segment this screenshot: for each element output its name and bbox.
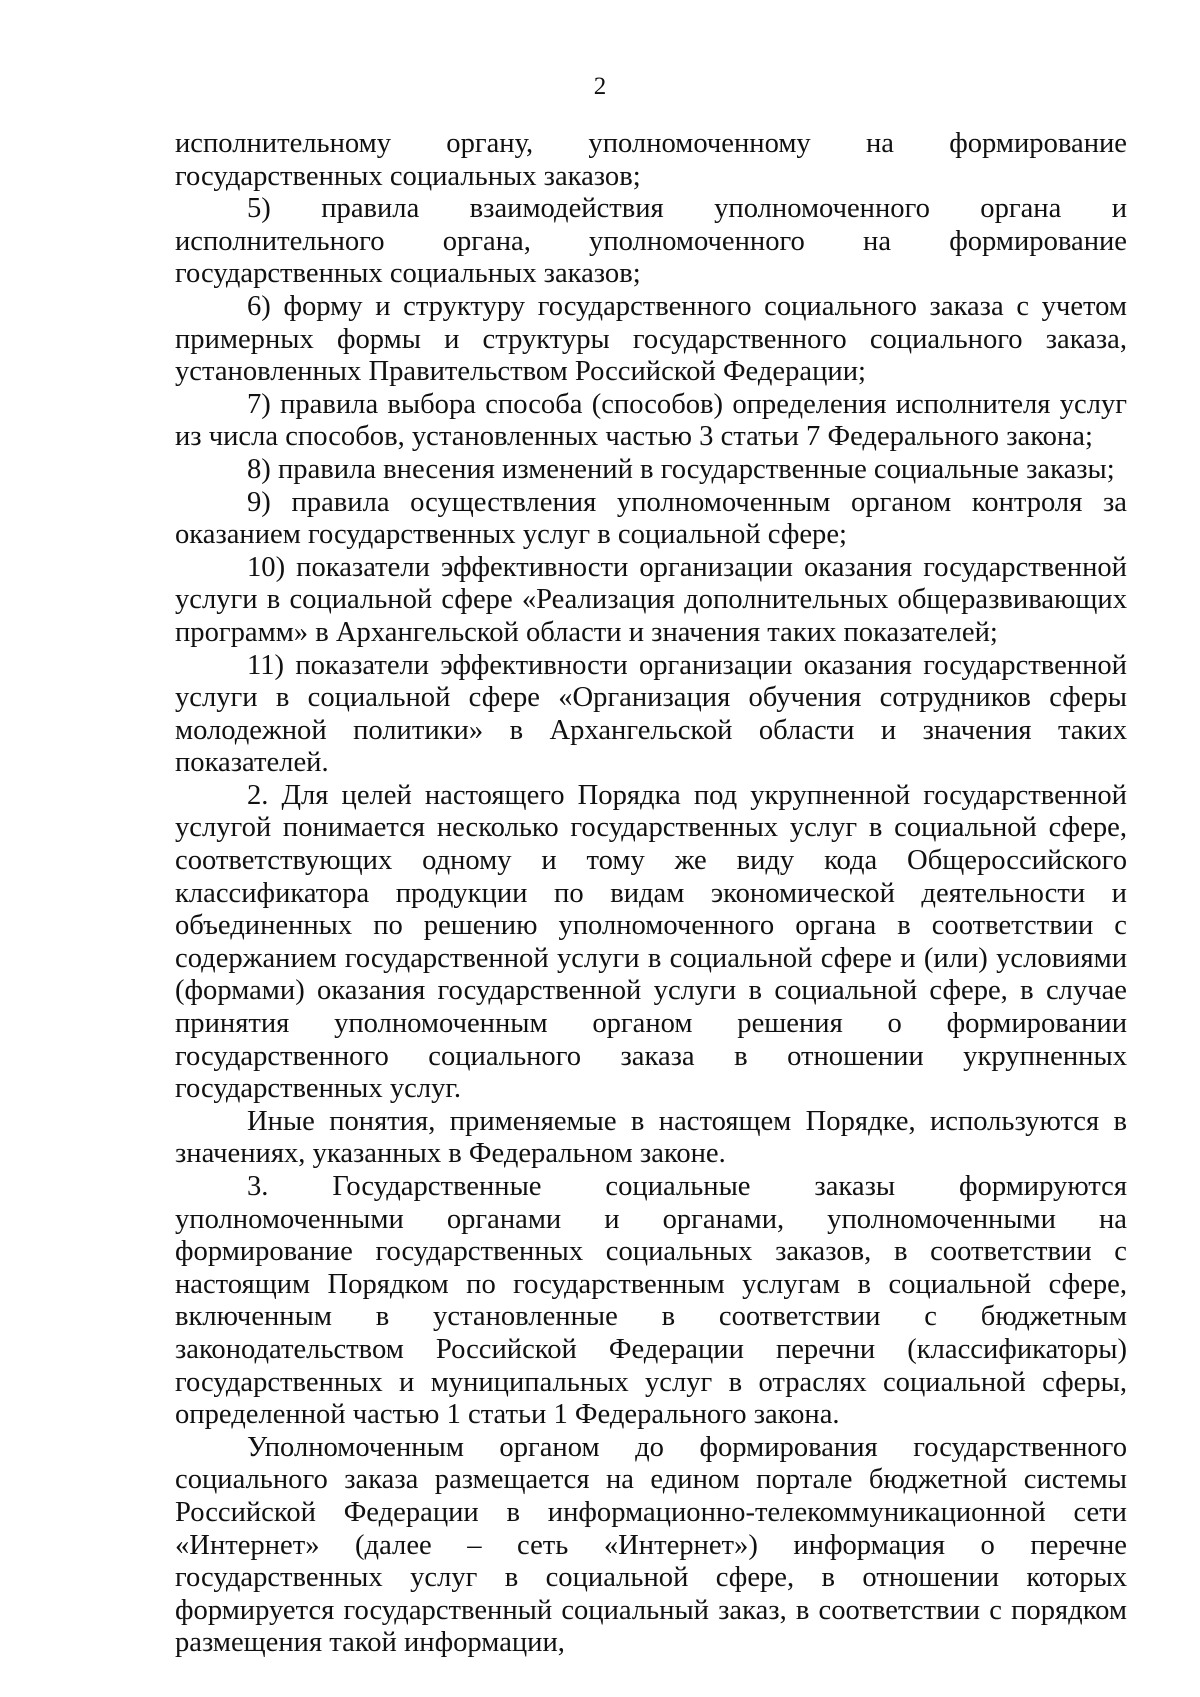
paragraph: 7) правила выбора способа (способов) определения исполнителя услуг из числа способов, установленных частью 3 статьи 7 Федерального закона; [175,388,1127,453]
paragraph: 6) форму и структуру государственного социального заказа с учетом примерных формы и структуры государственного социального заказа, установленных Правительством Российской Федерации; [175,290,1127,388]
paragraph: 5) правила взаимодействия уполномоченного органа и исполнительного органа, уполномоченного на формирование государственных социальных заказов; [175,193,1127,290]
paragraph: исполнительному органу, уполномоченному на формирование государственных социальных заказов; [175,128,1127,192]
paragraph: 8) правила внесения изменений в государственные социальные заказы; [247,453,1115,485]
page-number: 2 [593,73,607,100]
paragraph: 3. Государственные социальные заказы формируются уполномоченными органами и органами, уполномоченными на формирование государственных социальных заказов, в соответствии с настоящим Порядком по государственным услугам в социальной сфере, включенным в установленные в соответствии с бюджетным законодательством Российской Федерации перечни (классификаторы) государственных и муниципальных услуг в отраслях социальной сферы, определенной частью 1 статьи 1 Федерального закона. [175,1171,1127,1431]
paragraph: 2. Для целей настоящего Порядка под укрупненной государственной услугой понимается несколько государственных услуг в социальной сфере, соответствующих одному и тому же виду кода Общероссийского классификатора продукции по видам экономической деятельности и объединенных по решению уполномоченного органа в соответствии с содержанием государственной услуги в социальной сфере и (или) условиями (формами) оказания государственной услуги в социальной сфере, в случае принятия уполномоченным органом решения о формировании государственного социального заказа в отношении укрупненных государственных услуг. [175,779,1127,1105]
paragraph: Уполномоченным органом до формирования государственного социального заказа размещается на едином портале бюджетной системы Российской Федерации в информационно-телекоммуникационной сети «Интернет» (далее – сеть «Интернет») информация о перечне государственных услуг в социальной сфере, в отношении которых формируется государственный социальный заказ, в соответствии с порядком размещения такой информации, [175,1431,1127,1659]
paragraph: 11) показатели эффективности организации оказания государственной услуги в социальной сфере «Организация обучения сотрудников сферы молодежной политики» в Архангельской области и значения таких показателей. [175,649,1127,779]
document-body [175,128,1127,1660]
paragraph: 10) показатели эффективности организации оказания государственной услуги в социальной сфере «Реализация дополнительных общеразвивающих программ» в Архангельской области и значения таких показателей; [175,551,1127,648]
paragraph: Иные понятия, применяемые в настоящем Порядке, используются в значениях, указанных в Федеральном законе. [175,1105,1127,1170]
paragraph: 9) правила осуществления уполномоченным органом контроля за оказанием государственных услуг в социальной сфере; [175,486,1127,551]
